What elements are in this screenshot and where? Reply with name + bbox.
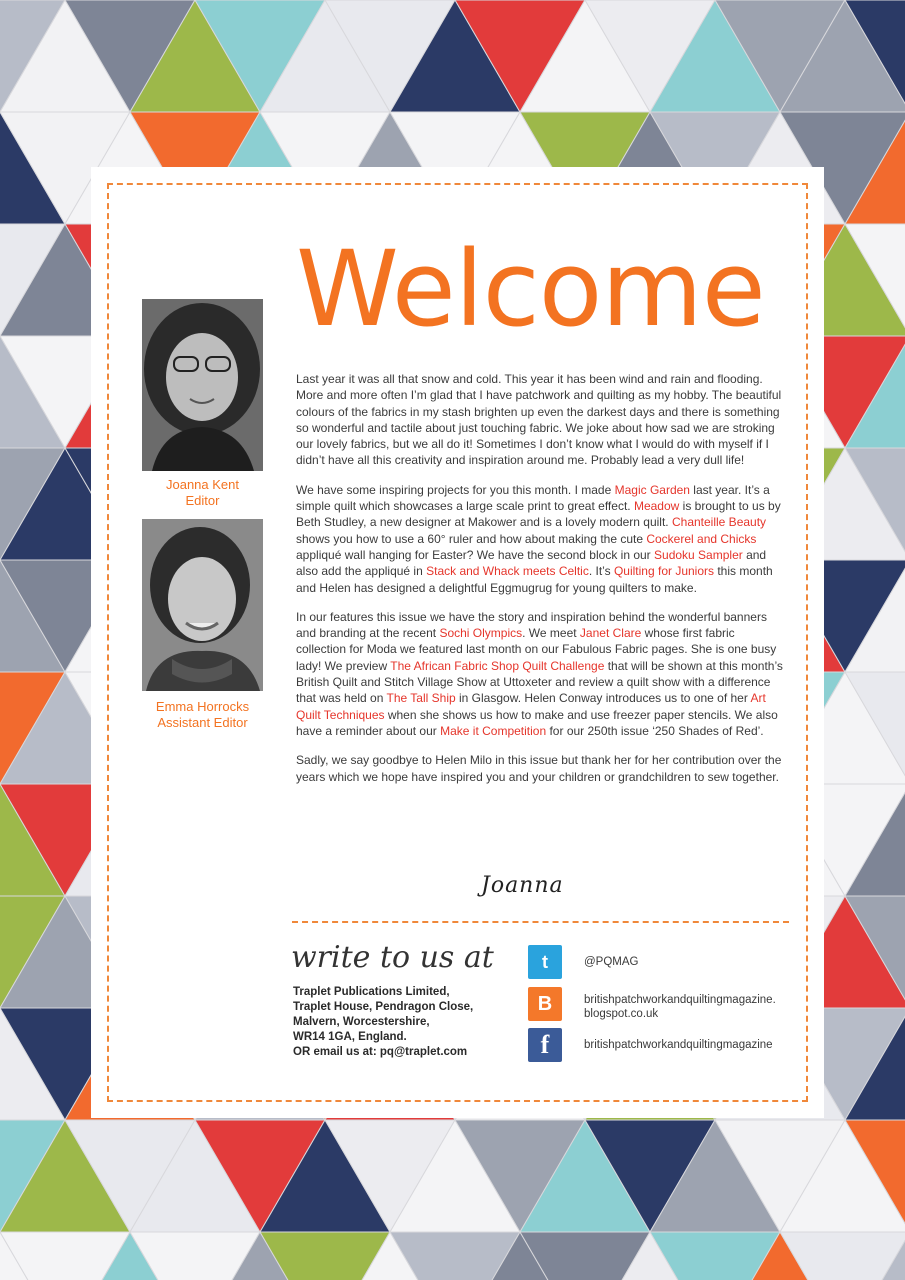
editor-photo-emma bbox=[142, 519, 263, 691]
blogger-icon[interactable]: B bbox=[528, 987, 562, 1021]
highlighted-title: Cockerel and Chicks bbox=[646, 531, 757, 546]
highlighted-title: The African Fabric Shop Quilt Challenge bbox=[390, 658, 605, 673]
editor-name: Joanna Kent bbox=[165, 477, 239, 492]
signature: Joanna bbox=[481, 873, 564, 898]
highlighted-title: Stack and Whack meets Celtic bbox=[426, 564, 589, 579]
address-line: WR14 1GA, England. bbox=[293, 1031, 407, 1043]
page-title: Welcome bbox=[296, 228, 765, 350]
editor-photo-joanna bbox=[142, 299, 263, 471]
facebook-page[interactable]: britishpatchworkandquiltingmagazine bbox=[584, 1039, 773, 1051]
editor-role: Assistant Editor bbox=[157, 715, 248, 730]
letter-paragraph-2: We have some inspiring projects for you this month. I made Magic Garden last year. It’s a simple quilt which showcases a large scale print to great effect. Meadow is brought to us by Beth Studley, a new designer at Makower and is a lovely modern quilt. Chanteille Beauty shows you how to use a 60° ruler and how about making the cute Cockerel and Chicks appliqué wall hanging for Easter? We have the second block in our Sudoku Sampler and also add the appliqué in Stack and Whack meets Celtic. It’s Quilting for Juniors this month and Helen has designed a delightful Eggmugrug for young quilters to make. bbox=[296, 482, 781, 595]
address-line: Malvern, Worcestershire, bbox=[293, 1016, 430, 1028]
write-to-us-heading: write to us at bbox=[291, 940, 494, 975]
editor-caption-joanna bbox=[132, 477, 273, 509]
welcome-card bbox=[91, 167, 824, 1118]
address-line: Traplet Publications Limited, bbox=[293, 986, 450, 998]
highlighted-title: Art Quilt Techniques bbox=[296, 691, 766, 722]
letter-paragraph-1: Last year it was all that snow and cold. This year it has been wind and rain and flooding. More and more often I’m glad that I have patchwork and quilting as my hobby. The beautiful colours of the fabrics in my stash brighten up even the darkest days and there is something so wonderful and tactile about just touching fabric. We joke about how sad we are stroking our lovely fabrics, but we all do it! Sometimes I don’t know what I would do with myself if I didn’t have all this creativity and inspiration around me. Probably lead a very dull life! bbox=[296, 372, 782, 468]
address-line: Traplet House, Pendragon Close, bbox=[293, 1001, 474, 1013]
highlighted-title: Chanteille Beauty bbox=[671, 515, 767, 530]
postal-address bbox=[293, 985, 503, 1060]
highlighted-title: Make it Competition bbox=[440, 723, 547, 738]
facebook-icon[interactable]: f bbox=[528, 1028, 562, 1062]
highlighted-title: Magic Garden bbox=[614, 482, 690, 497]
highlighted-title: Sochi Olympics bbox=[439, 626, 523, 641]
highlighted-title: Quilting for Juniors bbox=[613, 564, 715, 579]
highlighted-title: Meadow bbox=[633, 499, 680, 514]
editor-name: Emma Horrocks bbox=[155, 699, 250, 714]
highlighted-title: Sudoku Sampler bbox=[654, 547, 743, 562]
editor-letter bbox=[296, 371, 788, 798]
dashed-divider bbox=[292, 921, 789, 923]
blog-url[interactable]: britishpatchworkandquiltingmagazine. blogspot.co.uk bbox=[584, 994, 776, 1020]
letter-paragraph-3: In our features this issue we have the story and inspiration behind the wonderful banners and branding at the recent Sochi Olympics. We meet Janet Clare whose first fabric collection for Moda we featured last month on our Fabulous Fabric pages. She is one busy lady! We preview The African Fabric Shop Quilt Challenge that will be shown at this month’s British Quilt and Stitch Village Show at Uttoxeter and review a quilt show with a difference that was held on The Tall Ship in Glasgow. Helen Conway introduces us to one of her Art Quilt Techniques when she shows us how to make and use freezer paper stencils. We also have a reminder about our Make it Competition for our 250th issue ‘250 Shades of Red’. bbox=[296, 609, 783, 738]
editor-caption-emma bbox=[132, 699, 273, 731]
editor-role: Editor bbox=[185, 493, 220, 508]
twitter-icon[interactable]: t bbox=[528, 945, 562, 979]
highlighted-title: The Tall Ship bbox=[386, 691, 456, 706]
letter-paragraph-4: Sadly, we say goodbye to Helen Milo in this issue but thank her for her contribution over the years which we hope have inspired you and your children or grandchildren to sew together. bbox=[296, 753, 782, 784]
twitter-handle[interactable]: @PQMAG bbox=[584, 956, 639, 968]
email-line: OR email us at: pq@traplet.com bbox=[293, 1046, 468, 1058]
highlighted-title: Janet Clare bbox=[579, 626, 642, 641]
